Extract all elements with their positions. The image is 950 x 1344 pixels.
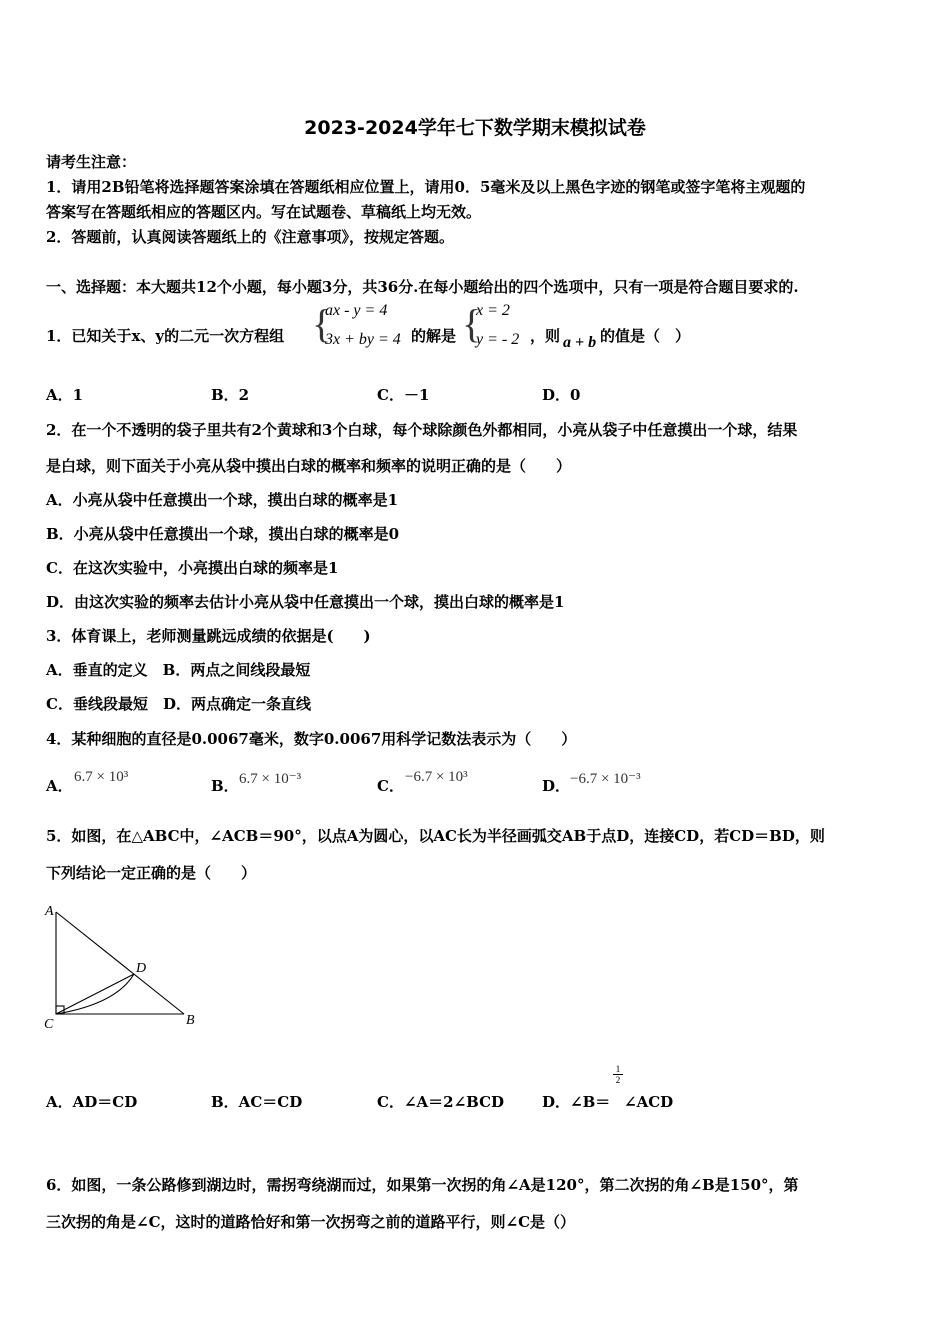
q6-stem-line-2: 三次拐的角是∠C，这时的道路恰好和第一次拐弯之前的道路平行，则∠C是（） bbox=[46, 1213, 576, 1231]
q5-option-b: B．AC＝CD bbox=[211, 1093, 303, 1111]
q2-stem-line-1: 2．在一个不透明的袋子里共有2个黄球和3个白球，每个球除颜色外都相同，小亮从袋子中任意摸出一个球，结果 bbox=[46, 421, 798, 439]
vertex-label-c: C bbox=[44, 1017, 54, 1032]
q1-option-d: D．0 bbox=[542, 386, 581, 404]
vertex-label-b: B bbox=[186, 1013, 195, 1028]
notice-line-1: 1．请用2B铅笔将选择题答案涂填在答题纸相应位置上，请用0．5毫米及以上黑色字迹的钢笔或签字笔将主观题的 bbox=[46, 178, 806, 196]
q4-stem: 4．某种细胞的直径是0.0067毫米，数字0.0067用科学记数法表示为（ ） bbox=[46, 730, 577, 748]
q5-option-d-fraction bbox=[613, 1064, 623, 1085]
fraction-numerator: 1 bbox=[615, 1064, 621, 1074]
q1-sol-1: x = 2 bbox=[476, 302, 510, 319]
q2-option-d: D．由这次实验的频率去估计小亮从袋中任意摸出一个球，摸出白球的概率是1 bbox=[46, 593, 565, 611]
q1-then: ，则 bbox=[530, 327, 561, 345]
q4-option-a-label: A． bbox=[46, 777, 73, 795]
q1-expr: a + b bbox=[563, 334, 597, 351]
q4-option-b-label: B． bbox=[211, 777, 239, 795]
vertex-label-a: A bbox=[45, 904, 54, 919]
q1-eq-1: ax - y = 4 bbox=[325, 302, 388, 319]
q1-sol-2: y = - 2 bbox=[476, 331, 520, 348]
q2-stem-line-2: 是白球，则下面关于小亮从袋中摸出白球的概率和频率的说明正确的是（ ） bbox=[46, 457, 572, 475]
vertex-label-d: D bbox=[136, 961, 147, 976]
q2-option-c: C．在这次实验中，小亮摸出白球的频率是1 bbox=[46, 559, 339, 577]
q4-option-c-label: C． bbox=[377, 777, 404, 795]
q1-option-b: B．2 bbox=[211, 386, 250, 404]
section-1-heading: 一、选择题：本大题共12个小题，每小题3分，共36分.在每小题给出的四个选项中，只有一项是符合题目要求的. bbox=[46, 278, 799, 296]
q3-stem: 3．体育课上，老师测量跳远成绩的依据是( ) bbox=[46, 627, 371, 645]
q2-option-b: B．小亮从袋中任意摸出一个球，摸出白球的概率是0 bbox=[46, 525, 400, 543]
q1-option-c: C．－1 bbox=[377, 386, 430, 404]
page-title: 2023-2024学年七下数学期末模拟试卷 bbox=[304, 117, 646, 139]
q1-prefix: 1．已知关于x、y的二元一次方程组 bbox=[46, 327, 285, 345]
q1-option-a: A．1 bbox=[46, 386, 84, 404]
notice-line-2: 2．答题前，认真阅读答题纸上的《注意事项》，按规定答题。 bbox=[46, 228, 454, 246]
q1-suffix: 的值是（ ） bbox=[600, 327, 691, 345]
fraction-denominator: 2 bbox=[613, 1074, 623, 1085]
q1-solution-brace: { bbox=[462, 301, 482, 346]
notice-heading: 请考生注意： bbox=[46, 153, 137, 171]
q1-system-brace: { bbox=[312, 301, 332, 346]
q5-option-c: C．∠A＝2∠BCD bbox=[377, 1093, 505, 1111]
segment-cd bbox=[56, 974, 134, 1014]
q4-option-a-value: 6.7 × 10³ bbox=[74, 769, 129, 785]
q1-eq-2: 3x + by = 4 bbox=[325, 331, 401, 348]
q5-stem-line-2: 下列结论一定正确的是（ ） bbox=[46, 864, 257, 882]
q1-mid: 的解是 bbox=[411, 327, 457, 345]
side-ab bbox=[56, 912, 184, 1014]
q4-option-d-value: −6.7 × 10⁻³ bbox=[570, 771, 641, 787]
q3-options-row-2: C．垂线段最短 D．两点确定一条直线 bbox=[46, 695, 311, 713]
q3-options-row-1: A．垂直的定义 B．两点之间线段最短 bbox=[46, 661, 311, 679]
q6-stem-line-1: 6．如图，一条公路修到湖边时，需拐弯绕湖而过，如果第一次拐的角∠A是120°，第二次拐的角∠B是150°，第 bbox=[46, 1176, 799, 1194]
q4-option-d-label: D． bbox=[542, 777, 571, 795]
q4-option-b-value: 6.7 × 10⁻³ bbox=[239, 771, 302, 787]
q5-option-a: A．AD＝CD bbox=[46, 1093, 138, 1111]
q5-stem-line-1: 5．如图，在△ABC中，∠ACB＝90°，以点A为圆心，以AC长为半径画弧交AB于点D，连接CD，若CD＝BD，则 bbox=[46, 827, 825, 845]
q2-option-a: A．小亮从袋中任意摸出一个球，摸出白球的概率是1 bbox=[46, 491, 399, 509]
q5-option-d-tail: ∠ACD bbox=[624, 1093, 674, 1111]
q5-triangle-figure bbox=[38, 900, 208, 1035]
q4-option-c-value: −6.7 × 10³ bbox=[405, 769, 468, 785]
q5-option-d: D．∠B＝ bbox=[542, 1093, 611, 1111]
notice-line-1b: 答案写在答题纸相应的答题区内。写在试题卷、草稿纸上均无效。 bbox=[46, 203, 482, 221]
